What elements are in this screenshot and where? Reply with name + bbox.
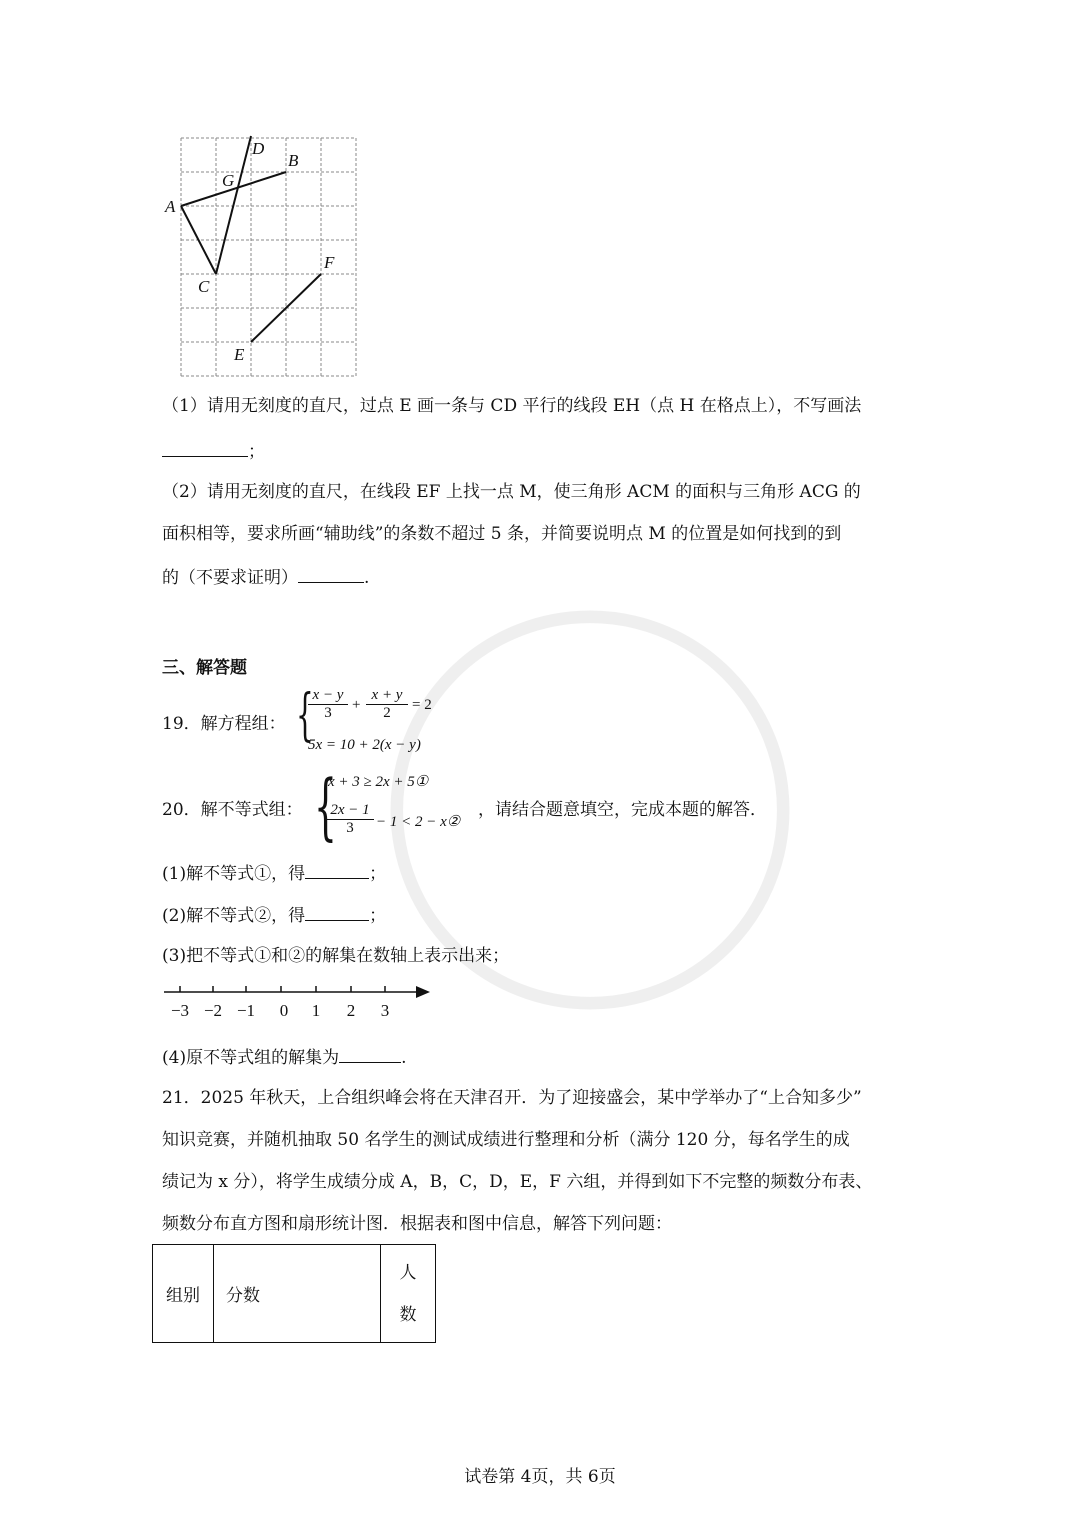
q18-part1: （1）请用无刻度的直尺，过点 E 画一条与 CD 平行的线段 EH（点 H 在格点上），不写画法 xyxy=(162,396,862,416)
q20-instruction: ，请结合题意填空，完成本题的解答． xyxy=(478,800,767,820)
segment-CD xyxy=(216,136,251,274)
brace: { xyxy=(314,764,337,848)
q21-line4: 频数分布直方图和扇形统计图．根据表和图中信息，解答下列问题： xyxy=(162,1214,672,1234)
q19-eq2: 5x = 10 + 2(x − y) xyxy=(308,737,421,753)
geometry-grid-figure xyxy=(160,130,370,380)
q20-ineq2: − 1 < 2 − x② xyxy=(376,814,461,830)
tick-label: −3 xyxy=(170,1001,190,1020)
page-footer: 试卷第 4页，共 6页 xyxy=(464,1467,616,1487)
tick-label: −2 xyxy=(203,1001,223,1020)
q19-label: 19．解方程组： xyxy=(162,714,286,734)
q20-label: 20．解不等式组： xyxy=(162,800,303,820)
q18-part2-line3: 的（不要求证明） . xyxy=(162,564,369,590)
q20-fraction: $\frac{2x - 1}{3}$ xyxy=(326,802,374,837)
q21-line3: 绩记为 x 分），将学生成绩分成 A，B，C，D，E，F 六组，并得到如下不完整的频数分布表、 xyxy=(162,1172,873,1192)
q19-fraction1: $\frac{x - y}{3}$ xyxy=(308,687,348,722)
label-C: C xyxy=(198,277,210,296)
q18-part2-line2: 面积相等，要求所画“辅助线”的条数不超过 5 条，并简要说明点 M 的位置是如何找到的到 xyxy=(162,524,842,544)
tick-label: 3 xyxy=(380,1001,390,1020)
answer-blank[interactable] xyxy=(305,902,369,921)
q21-line2: 知识竞赛，并随机抽取 50 名学生的测试成绩进行整理和分析（满分 120 分，每名学生的成 xyxy=(162,1130,850,1150)
q20-step4: (4)原不等式组的解集为 . xyxy=(162,1044,407,1070)
q21-line1: 21．2025 年秋天，上合组织峰会将在天津召开．为了迎接盛会，某中学举办了“上合知多少” xyxy=(162,1088,862,1108)
label-B: B xyxy=(288,151,299,170)
q18-part1-answer: ； xyxy=(162,438,265,464)
table-header-group: 组别 xyxy=(153,1245,214,1343)
tick-label: −1 xyxy=(236,1001,256,1020)
tick-label: 0 xyxy=(279,1001,289,1020)
tick-label: 2 xyxy=(346,1001,356,1020)
q20-step3: (3)把不等式①和②的解集在数轴上表示出来； xyxy=(162,946,510,966)
q19-eq1-rhs: = 2 xyxy=(412,697,432,713)
answer-blank[interactable] xyxy=(339,1044,401,1063)
label-G: G xyxy=(222,171,235,190)
q20-ineq1: x + 3 ≥ 2x + 5① xyxy=(328,774,429,790)
table-header-score: 分数 xyxy=(214,1245,381,1343)
brace: { xyxy=(296,683,314,748)
arrow-icon xyxy=(416,986,430,998)
label-F: F xyxy=(324,253,335,272)
number-line xyxy=(160,980,440,1026)
section-title: 三、解答题 xyxy=(162,658,247,678)
q20-step2: (2)解不等式②，得 ； xyxy=(162,902,386,928)
answer-blank[interactable] xyxy=(298,564,364,583)
plus-sign: + xyxy=(352,697,361,713)
table-header-count: 人 数 xyxy=(381,1245,436,1343)
q18-part2-line1: （2）请用无刻度的直尺，在线段 EF 上找一点 M，使三角形 ACM 的面积与三角形 ACG 的 xyxy=(162,482,861,502)
frequency-table xyxy=(152,1244,436,1343)
label-E: E xyxy=(234,345,245,364)
answer-blank[interactable] xyxy=(162,438,248,457)
q20-step1: (1)解不等式①，得 ； xyxy=(162,860,386,886)
label-A: A xyxy=(165,197,176,216)
answer-blank[interactable] xyxy=(305,860,369,879)
tick-label: 1 xyxy=(311,1001,321,1020)
q19-fraction2: $\frac{x + y}{2}$ xyxy=(366,687,408,722)
label-D: D xyxy=(252,139,265,158)
